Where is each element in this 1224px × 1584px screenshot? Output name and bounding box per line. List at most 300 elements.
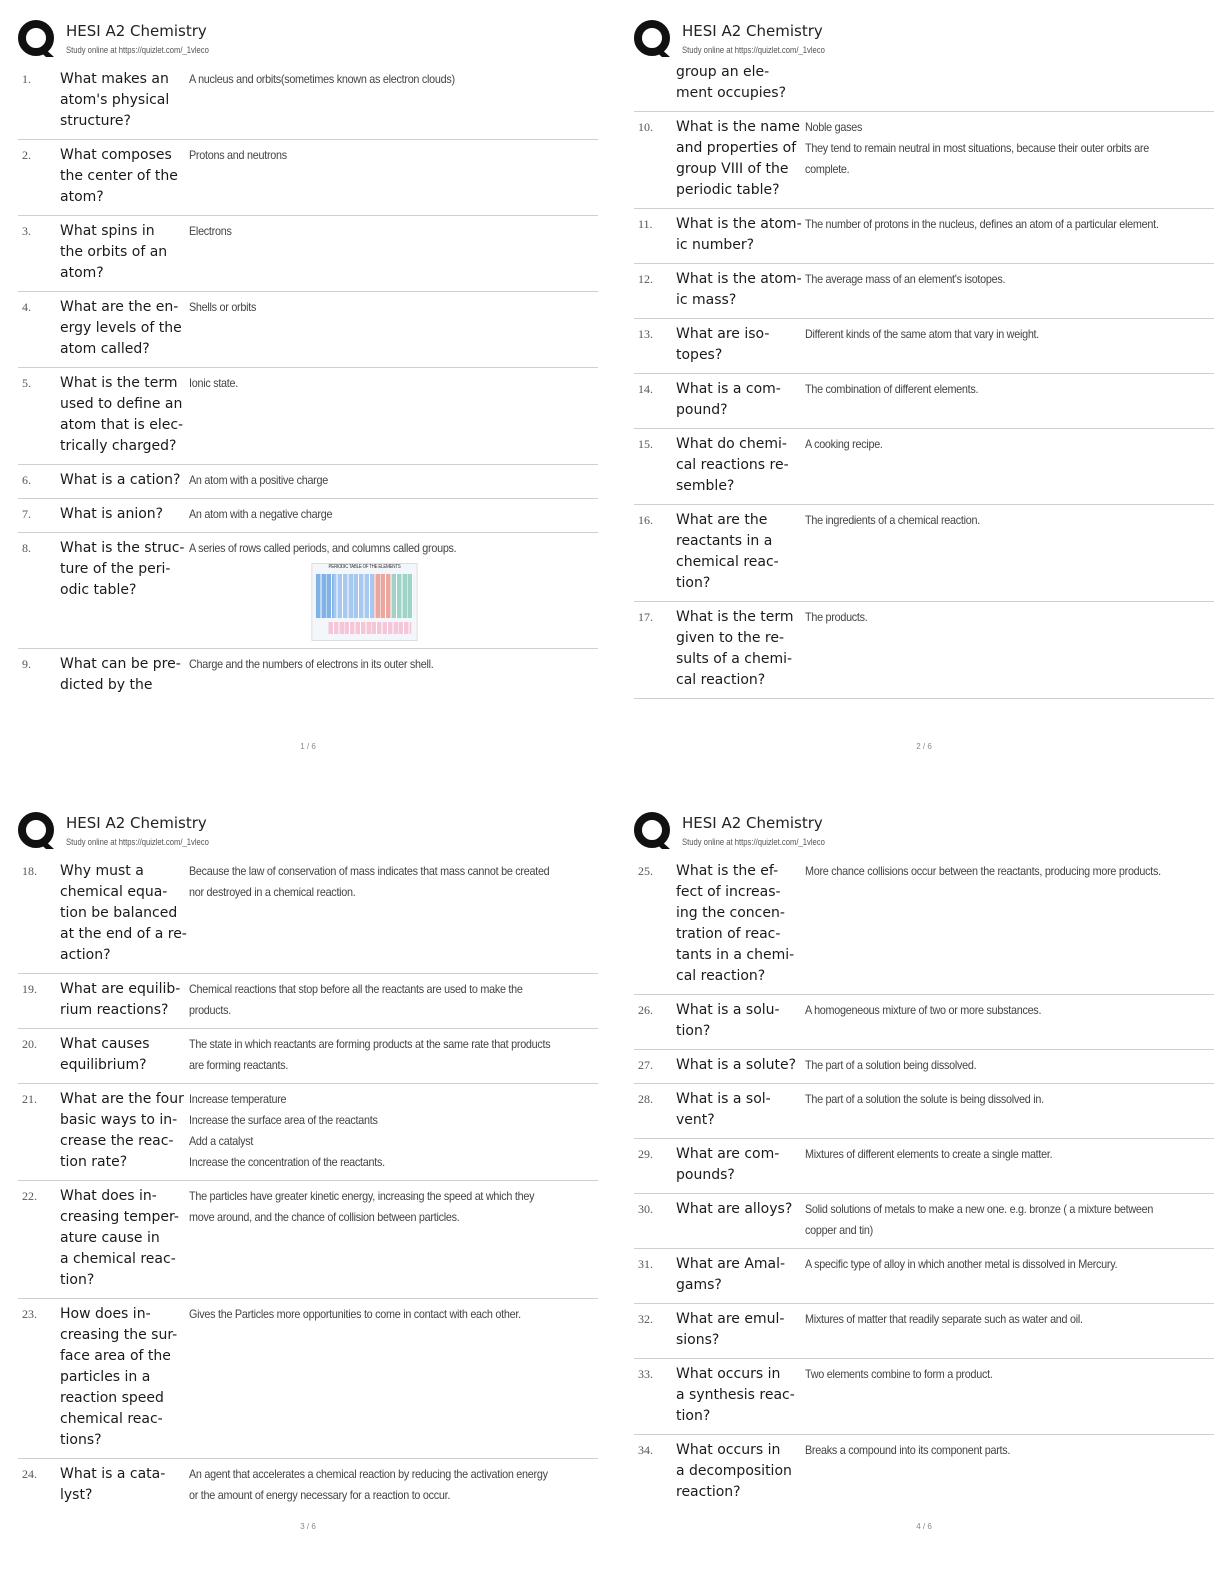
answer-definition xyxy=(805,1000,1173,1042)
question-line: What are alloys? xyxy=(676,1201,793,1217)
answer-line: Because the law of conservation of mass indicates that mass cannot be created nor destroyed in a chemical reaction. xyxy=(189,864,550,899)
question-line: What is a cata- xyxy=(60,1466,166,1482)
periodic-table-lanthanides xyxy=(329,622,412,634)
question-line: What do chemi- xyxy=(676,436,787,452)
answer-definition xyxy=(805,1254,1173,1296)
flashcard-row xyxy=(634,602,1214,699)
question-line: ergy levels of the xyxy=(60,320,182,336)
answer-line: The particles have greater kinetic energy, increasing the speed at which they move around, and the chance of collision between particles. xyxy=(189,1189,535,1224)
page-subtitle: Study online at https://quizlet.com/_1vleco xyxy=(66,837,209,847)
question-line: periodic table? xyxy=(676,182,780,198)
flashcard-row xyxy=(18,1459,598,1513)
question-line: group an ele- xyxy=(676,64,770,80)
answer-definition xyxy=(805,379,1173,421)
question-number: 20. xyxy=(22,1037,37,1051)
question-line: What is anion? xyxy=(60,506,164,522)
question-number: 16. xyxy=(638,513,653,527)
question-term xyxy=(60,979,189,1021)
question-line: What are equilib- xyxy=(60,981,181,997)
answer-line: The part of a solution being dissolved. xyxy=(805,1058,977,1072)
question-line: odic table? xyxy=(60,582,137,598)
answer-definition xyxy=(189,69,557,132)
question-line: ature cause in xyxy=(60,1230,160,1246)
flashcard-row xyxy=(18,1029,598,1084)
question-term xyxy=(60,470,189,491)
answer-line: Charge and the numbers of electrons in its outer shell. xyxy=(189,657,434,671)
answer-definition xyxy=(189,145,557,208)
question-line: atom? xyxy=(60,265,104,281)
answer-line: The combination of different elements. xyxy=(805,382,979,396)
page-title: HESI A2 Chemistry xyxy=(682,814,823,832)
question-number: 9. xyxy=(22,657,31,671)
question-term xyxy=(60,297,189,360)
answer-line: A homogeneous mixture of two or more substances. xyxy=(805,1003,1042,1017)
flashcard-row xyxy=(18,216,598,292)
question-line: atom? xyxy=(60,189,104,205)
question-number: 24. xyxy=(22,1467,37,1481)
question-term xyxy=(60,504,189,525)
answer-line: More chance collisions occur between the reactants, producing more products. xyxy=(805,864,1161,878)
flashcard-row xyxy=(18,1084,598,1181)
flashcard-row xyxy=(634,995,1214,1050)
page-subtitle: Study online at https://quizlet.com/_1vleco xyxy=(682,45,825,55)
question-line: tion rate? xyxy=(60,1154,128,1170)
periodic-table-grid xyxy=(316,574,413,618)
question-number: 12. xyxy=(638,272,653,286)
question-line: sions? xyxy=(676,1332,720,1348)
flashcard-row xyxy=(634,319,1214,374)
answer-line: Increase the concentration of the reactants. xyxy=(189,1155,385,1169)
answer-definition xyxy=(805,324,1173,366)
question-line: face area of the xyxy=(60,1348,171,1364)
flashcard-row xyxy=(634,374,1214,429)
question-line: What occurs in xyxy=(676,1366,781,1382)
answer-line: The part of a solution the solute is being dissolved in. xyxy=(805,1092,1044,1106)
page-header xyxy=(634,18,1214,64)
question-line: cal reaction? xyxy=(676,968,766,984)
question-line: tion? xyxy=(676,1408,711,1424)
question-number: 22. xyxy=(22,1189,37,1203)
answer-line: Shells or orbits xyxy=(189,300,257,314)
answer-line: Electrons xyxy=(189,224,232,238)
answer-line: An agent that accelerates a chemical reaction by reducing the activation energy or the amount of energy necessary for a reaction to occur. xyxy=(189,1467,548,1502)
question-line: tion? xyxy=(676,575,711,591)
page-number: 2 / 6 xyxy=(916,742,932,751)
question-line: atom's physical xyxy=(60,92,170,108)
question-number: 33. xyxy=(638,1367,653,1381)
answer-line: An atom with a positive charge xyxy=(189,473,328,487)
question-number: 17. xyxy=(638,610,653,624)
quizlet-logo-icon xyxy=(634,20,672,58)
question-term xyxy=(60,69,189,132)
question-number: 19. xyxy=(22,982,37,996)
question-term xyxy=(676,861,805,987)
flashcard-row xyxy=(634,1304,1214,1359)
question-line: tion? xyxy=(676,1023,711,1039)
answer-definition xyxy=(189,373,557,457)
question-line: What are emul- xyxy=(676,1311,785,1327)
question-number: 5. xyxy=(22,376,31,390)
question-line: reaction speed xyxy=(60,1390,164,1406)
flashcard-row xyxy=(18,1181,598,1299)
question-line: What is a cation? xyxy=(60,472,181,488)
question-line: creasing temper- xyxy=(60,1209,179,1225)
answer-line: Chemical reactions that stop before all the reactants are used to make the products. xyxy=(189,982,523,1017)
question-term xyxy=(60,1034,189,1076)
question-line: What can be pre- xyxy=(60,656,181,672)
question-term xyxy=(60,145,189,208)
question-line: the center of the xyxy=(60,168,178,184)
question-line: action? xyxy=(60,947,111,963)
question-line: crease the reac- xyxy=(60,1133,174,1149)
question-line: What are the en- xyxy=(60,299,179,315)
answer-definition xyxy=(805,269,1173,311)
question-line: particles in a xyxy=(60,1369,151,1385)
question-line: cal reactions re- xyxy=(676,457,789,473)
answer-line: Mixtures of different elements to create a single matter. xyxy=(805,1147,1053,1161)
question-term xyxy=(676,434,805,497)
flashcard-row xyxy=(18,856,598,974)
question-term xyxy=(676,324,805,366)
question-term xyxy=(676,1144,805,1186)
answer-definition xyxy=(189,654,557,696)
flashcard-row xyxy=(634,1050,1214,1084)
question-line: a synthesis reac- xyxy=(676,1387,795,1403)
question-line: ic mass? xyxy=(676,292,737,308)
question-line: What composes xyxy=(60,147,172,163)
flashcard-list xyxy=(634,856,1214,1510)
answer-definition xyxy=(805,62,1173,104)
question-line: What are iso- xyxy=(676,326,770,342)
question-line: a chemical reac- xyxy=(60,1251,176,1267)
question-term xyxy=(676,1199,805,1241)
question-line: atom that is elec- xyxy=(60,417,184,433)
question-line: basic ways to in- xyxy=(60,1112,178,1128)
flashcard-row xyxy=(634,1084,1214,1139)
question-number: 4. xyxy=(22,300,31,314)
question-line: What is a sol- xyxy=(676,1091,771,1107)
answer-definition xyxy=(189,1089,557,1173)
question-line: tions? xyxy=(60,1432,102,1448)
question-number: 13. xyxy=(638,327,653,341)
answer-definition xyxy=(805,1440,1173,1503)
page-title: HESI A2 Chemistry xyxy=(66,22,207,40)
question-number: 30. xyxy=(638,1202,653,1216)
answer-definition xyxy=(805,510,1173,594)
answer-definition xyxy=(805,117,1173,201)
question-number: 15. xyxy=(638,437,653,451)
question-number: 32. xyxy=(638,1312,653,1326)
question-line: chemical equa- xyxy=(60,884,168,900)
flashcard-row xyxy=(18,499,598,533)
flashcard-row xyxy=(634,62,1214,112)
question-number: 3. xyxy=(22,224,31,238)
question-line: tion be balanced xyxy=(60,905,178,921)
question-term xyxy=(676,269,805,311)
question-number: 6. xyxy=(22,473,31,487)
document-page-2 xyxy=(634,18,1214,778)
question-line: tants in a chemi- xyxy=(676,947,795,963)
question-line: topes? xyxy=(676,347,723,363)
answer-definition xyxy=(805,1089,1173,1131)
answer-definition xyxy=(189,979,557,1021)
answer-line: A cooking recipe. xyxy=(805,437,883,451)
question-term xyxy=(676,1055,805,1076)
question-line: What is the struc- xyxy=(60,540,185,556)
question-term xyxy=(60,1186,189,1291)
flashcard-row xyxy=(634,505,1214,602)
answer-line: A series of rows called periods, and columns called groups. xyxy=(189,541,457,555)
question-line: lyst? xyxy=(60,1487,93,1503)
question-term xyxy=(60,373,189,457)
question-number: 2. xyxy=(22,148,31,162)
flashcard-row xyxy=(634,264,1214,319)
question-term xyxy=(676,607,805,691)
flashcard-row xyxy=(634,856,1214,995)
question-term xyxy=(60,654,189,696)
page-number: 4 / 6 xyxy=(916,1522,932,1531)
answer-definition xyxy=(189,1464,557,1506)
question-line: pound? xyxy=(676,402,728,418)
flashcard-row xyxy=(18,368,598,465)
answer-definition xyxy=(805,607,1173,691)
question-line: at the end of a re- xyxy=(60,926,187,942)
answer-definition xyxy=(805,1309,1173,1351)
question-term xyxy=(676,510,805,594)
question-number: 8. xyxy=(22,541,31,555)
question-line: ture of the peri- xyxy=(60,561,171,577)
answer-definition xyxy=(805,434,1173,497)
answer-definition xyxy=(189,1034,557,1076)
question-line: semble? xyxy=(676,478,735,494)
question-term xyxy=(60,1304,189,1451)
answer-definition xyxy=(805,861,1173,987)
quizlet-logo-icon xyxy=(18,812,56,850)
flashcard-list xyxy=(18,856,598,1513)
periodic-table-title: PERIODIC TABLE OF THE ELEMENTS xyxy=(328,564,401,570)
answer-definition xyxy=(189,470,557,491)
question-number: 34. xyxy=(638,1443,653,1457)
question-number xyxy=(634,62,676,104)
answer-definition xyxy=(805,1364,1173,1427)
question-line: given to the re- xyxy=(676,630,785,646)
question-line: What is the atom- xyxy=(676,216,802,232)
answer-line: The number of protons in the nucleus, defines an atom of a particular element. xyxy=(805,217,1159,231)
question-line: and properties of xyxy=(676,140,797,156)
question-line: tration of reac- xyxy=(676,926,781,942)
question-line: atom called? xyxy=(60,341,150,357)
document-page-4 xyxy=(634,810,1214,1570)
flashcard-row xyxy=(18,974,598,1029)
answer-line: Increase the surface area of the reactants xyxy=(189,1113,378,1127)
question-line: dicted by the xyxy=(60,677,153,693)
question-number: 14. xyxy=(638,382,653,396)
page-title: HESI A2 Chemistry xyxy=(66,814,207,832)
question-line: tion? xyxy=(60,1272,95,1288)
question-line: rium reactions? xyxy=(60,1002,169,1018)
question-line: What causes xyxy=(60,1036,150,1052)
question-term xyxy=(676,1309,805,1351)
answer-line: Noble gases xyxy=(805,120,863,134)
question-line: gams? xyxy=(676,1277,722,1293)
question-line: pounds? xyxy=(676,1167,735,1183)
question-number: 1. xyxy=(22,72,31,86)
question-line: What occurs in xyxy=(676,1442,781,1458)
answer-line: Two elements combine to form a product. xyxy=(805,1367,993,1381)
flashcard-row xyxy=(18,292,598,368)
flashcard-row xyxy=(634,1435,1214,1510)
flashcard-row xyxy=(634,1249,1214,1304)
periodic-table-image xyxy=(311,563,417,641)
flashcard-row xyxy=(634,1359,1214,1435)
question-line: equilibrium? xyxy=(60,1057,147,1073)
flashcard-row xyxy=(634,112,1214,209)
question-term xyxy=(676,1364,805,1427)
question-line: What spins in xyxy=(60,223,155,239)
question-line: chemical reac- xyxy=(676,554,779,570)
question-term xyxy=(60,1089,189,1173)
question-line: What are com- xyxy=(676,1146,780,1162)
answer-line: Different kinds of the same atom that vary in weight. xyxy=(805,327,1040,341)
flashcard-row xyxy=(634,1139,1214,1194)
question-number: 28. xyxy=(638,1092,653,1106)
question-line: What makes an xyxy=(60,71,169,87)
question-term xyxy=(60,538,189,641)
page-subtitle: Study online at https://quizlet.com/_1vleco xyxy=(682,837,825,847)
answer-definition xyxy=(189,538,557,641)
flashcard-row xyxy=(18,465,598,499)
question-line: What are the four xyxy=(60,1091,184,1107)
question-term xyxy=(676,379,805,421)
question-line: sults of a chemi- xyxy=(676,651,793,667)
question-term xyxy=(676,214,805,256)
question-term xyxy=(60,861,189,966)
question-term xyxy=(60,221,189,284)
question-line: used to define an xyxy=(60,396,183,412)
answer-line: Breaks a compound into its component parts. xyxy=(805,1443,1011,1457)
flashcard-row xyxy=(18,64,598,140)
answer-definition xyxy=(805,1199,1173,1241)
question-line: What is the term xyxy=(676,609,794,625)
answer-definition xyxy=(189,861,557,966)
page-number: 3 / 6 xyxy=(300,1522,316,1531)
answer-definition xyxy=(805,1144,1173,1186)
flashcard-row xyxy=(18,533,598,649)
page-header xyxy=(18,810,598,856)
question-line: What is the name xyxy=(676,119,800,135)
question-line: ment occupies? xyxy=(676,85,787,101)
flashcard-row xyxy=(18,649,598,703)
question-number: 21. xyxy=(22,1092,37,1106)
page-header xyxy=(18,18,598,64)
answer-line: The products. xyxy=(805,610,868,624)
question-number: 18. xyxy=(22,864,37,878)
question-line: What is a com- xyxy=(676,381,781,397)
question-number: 25. xyxy=(638,864,653,878)
answer-line: Ionic state. xyxy=(189,376,238,390)
page-header xyxy=(634,810,1214,856)
answer-line: Mixtures of matter that readily separate such as water and oil. xyxy=(805,1312,1083,1326)
page-title: HESI A2 Chemistry xyxy=(682,22,823,40)
question-line: How does in- xyxy=(60,1306,151,1322)
question-line: What are the xyxy=(676,512,768,528)
question-line: What is the term xyxy=(60,375,178,391)
page-subtitle: Study online at https://quizlet.com/_1vleco xyxy=(66,45,209,55)
question-number: 7. xyxy=(22,507,31,521)
flashcard-row xyxy=(634,1194,1214,1249)
question-line: the orbits of an xyxy=(60,244,168,260)
question-line: trically charged? xyxy=(60,438,177,454)
answer-line: An atom with a negative charge xyxy=(189,507,333,521)
question-term xyxy=(60,1464,189,1506)
question-term xyxy=(676,1254,805,1296)
question-number: 10. xyxy=(638,120,653,134)
question-number: 31. xyxy=(638,1257,653,1271)
flashcard-list xyxy=(18,64,598,703)
flashcard-row xyxy=(634,209,1214,264)
answer-line: The state in which reactants are forming products at the same rate that products are forming reactants. xyxy=(189,1037,551,1072)
question-line: a decomposition xyxy=(676,1463,792,1479)
answer-definition xyxy=(189,221,557,284)
question-line: Why must a xyxy=(60,863,144,879)
answer-line: The ingredients of a chemical reaction. xyxy=(805,513,980,527)
answer-definition xyxy=(189,504,557,525)
document-page-1 xyxy=(18,18,598,778)
flashcard-row xyxy=(634,429,1214,505)
quizlet-logo-icon xyxy=(634,812,672,850)
answer-definition xyxy=(189,1304,557,1451)
answer-definition xyxy=(189,1186,557,1291)
question-number: 29. xyxy=(638,1147,653,1161)
answer-definition xyxy=(189,297,557,360)
question-line: structure? xyxy=(60,113,131,129)
question-number: 23. xyxy=(22,1307,37,1321)
question-line: group VIII of the xyxy=(676,161,789,177)
question-number: 27. xyxy=(638,1058,653,1072)
answer-line: Solid solutions of metals to make a new one. e.g. bronze ( a mixture between copper and tin) xyxy=(805,1202,1154,1237)
answer-line: A specific type of alloy in which another metal is dissolved in Mercury. xyxy=(805,1257,1118,1271)
answer-line: Add a catalyst xyxy=(189,1134,254,1148)
question-line: What is the atom- xyxy=(676,271,802,287)
question-line: reactants in a xyxy=(676,533,773,549)
answer-line: A nucleus and orbits(sometimes known as electron clouds) xyxy=(189,72,455,86)
page-number: 1 / 6 xyxy=(300,742,316,751)
question-term xyxy=(676,1089,805,1131)
question-line: What are Amal- xyxy=(676,1256,786,1272)
question-term xyxy=(676,1000,805,1042)
question-line: creasing the sur- xyxy=(60,1327,178,1343)
question-line: vent? xyxy=(676,1112,715,1128)
answer-definition xyxy=(805,1055,1173,1076)
question-number: 11. xyxy=(638,217,653,231)
question-term xyxy=(676,1440,805,1503)
flashcard-row xyxy=(18,1299,598,1459)
question-line: What is a solute? xyxy=(676,1057,797,1073)
question-line: ic number? xyxy=(676,237,755,253)
question-term xyxy=(676,62,805,104)
flashcard-row xyxy=(18,140,598,216)
answer-line: Gives the Particles more opportunities to come in contact with each other. xyxy=(189,1307,521,1321)
question-line: chemical reac- xyxy=(60,1411,163,1427)
document-page-3 xyxy=(18,810,598,1570)
question-line: What does in- xyxy=(60,1188,157,1204)
question-line: fect of increas- xyxy=(676,884,781,900)
answer-line: The average mass of an element's isotopes. xyxy=(805,272,1006,286)
question-line: cal reaction? xyxy=(676,672,766,688)
answer-definition xyxy=(805,214,1173,256)
answer-line: Protons and neutrons xyxy=(189,148,287,162)
question-line: What is the ef- xyxy=(676,863,779,879)
